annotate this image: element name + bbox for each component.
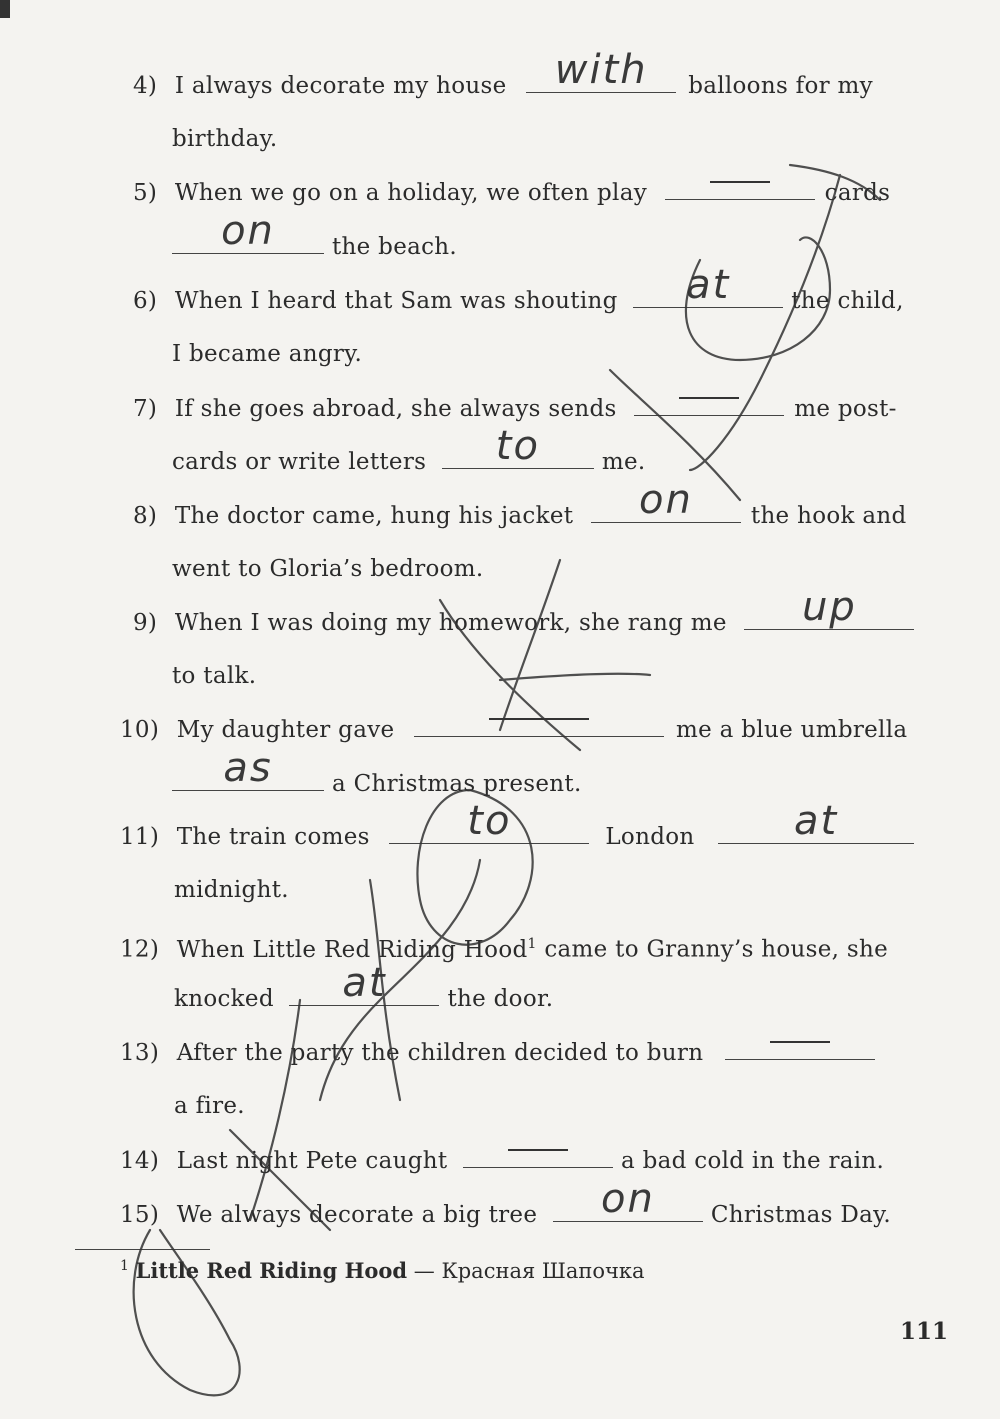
item-number: 14) — [120, 1148, 160, 1174]
footnote-rule — [75, 1249, 210, 1250]
exercise-item-5 — [133, 177, 890, 208]
handwritten-answer: with — [554, 47, 648, 93]
footnote-number: 1 — [120, 1258, 129, 1274]
handwritten-answer: to — [467, 798, 512, 844]
handwritten-answer: at — [342, 960, 387, 1006]
item-text: me a blue umbrella — [676, 717, 908, 743]
exercise-item-14 — [120, 1145, 884, 1176]
dash-answer-mark — [489, 718, 589, 720]
item-text: the beach. — [332, 234, 458, 260]
item-text: the child, — [791, 288, 904, 314]
footnote-term: Little Red Riding Hood — [135, 1258, 408, 1283]
item-text: came to Granny’s house, she — [544, 936, 889, 963]
item-number: 11) — [120, 824, 160, 850]
item-text: knocked — [174, 986, 274, 1012]
item-text: Christmas Day. — [710, 1202, 891, 1228]
answer-blank[interactable] — [463, 1145, 613, 1168]
item-text: I always decorate my house — [174, 73, 507, 99]
item-number: 15) — [120, 1202, 160, 1228]
handwritten-answer: on — [638, 477, 693, 523]
item-text: We always decorate a big tree — [176, 1202, 538, 1228]
exercise-item-11 — [120, 798, 914, 852]
item-text: the hook and — [750, 503, 907, 529]
item-text: went to Gloria’s bedroom. — [172, 556, 484, 582]
item-text: the door. — [447, 986, 554, 1012]
exercise-item-7 — [133, 393, 897, 424]
exercise-item-9 — [133, 584, 914, 638]
answer-blank[interactable] — [389, 798, 589, 844]
item-text: I became angry. — [172, 341, 363, 367]
exercise-item-13 — [120, 1037, 875, 1068]
footnote-marker[interactable]: 1 — [527, 936, 537, 952]
item-text: cards — [824, 180, 891, 206]
item-number: 7) — [133, 396, 158, 422]
item-text: a fire. — [174, 1093, 245, 1119]
item-text: After the party the children decided to burn — [176, 1040, 704, 1066]
answer-blank[interactable] — [591, 477, 741, 523]
answer-blank[interactable] — [414, 714, 664, 737]
item-text: When I heard that Sam was shouting — [174, 288, 618, 314]
exercise-item-10-line2 — [172, 745, 582, 799]
item-text: Last night Pete caught — [176, 1148, 448, 1174]
exercise-item-12-line2 — [174, 960, 554, 1014]
item-text: When I was doing my homework, she rang me — [174, 610, 727, 636]
exercise-item-5-line2 — [172, 208, 458, 262]
handwritten-answer: at — [686, 262, 731, 308]
answer-blank[interactable] — [526, 47, 676, 93]
exercise-item-12 — [120, 929, 888, 965]
handwritten-answer: to — [495, 423, 540, 469]
item-text: me post- — [794, 396, 897, 422]
exercise-item-8 — [133, 477, 907, 531]
item-number: 8) — [133, 503, 158, 529]
answer-blank[interactable] — [172, 208, 324, 254]
dash-answer-mark — [710, 181, 770, 183]
answer-blank[interactable] — [553, 1176, 703, 1222]
dash-answer-mark — [770, 1041, 830, 1043]
handwritten-answer: on — [600, 1176, 655, 1222]
scrawl-letter-k-stroke — [500, 674, 650, 680]
exercise-item-4 — [133, 47, 873, 101]
item-number: 10) — [120, 717, 160, 743]
item-text: London — [605, 824, 695, 850]
item-text: midnight. — [174, 877, 289, 903]
answer-blank[interactable] — [442, 423, 594, 469]
item-number: 4) — [133, 73, 158, 99]
handwritten-answer: as — [223, 745, 273, 791]
footnote-dash: — — [413, 1259, 435, 1283]
item-number: 12) — [120, 936, 160, 963]
scrawl-letter-t-stroke — [690, 175, 840, 470]
exercise-item-15 — [120, 1176, 891, 1230]
item-text: a Christmas present. — [332, 771, 582, 797]
item-text: a bad cold in the rain. — [621, 1148, 885, 1174]
answer-blank[interactable] — [634, 393, 784, 416]
answer-blank[interactable] — [665, 177, 815, 200]
exercise-item-7-line2 — [172, 423, 646, 477]
item-text: My daughter gave — [176, 717, 395, 743]
exercise-item-6 — [133, 262, 904, 316]
footnote — [120, 1258, 645, 1283]
page-number: 111 — [899, 1318, 948, 1345]
item-text: to talk. — [172, 663, 257, 689]
item-text: If she goes abroad, she always sends — [174, 396, 617, 422]
answer-blank[interactable] — [289, 960, 439, 1006]
answer-blank[interactable] — [633, 262, 783, 308]
scrawl-letter-e-loop — [134, 1230, 240, 1395]
handwritten-answer: on — [221, 208, 275, 254]
corner-mark — [0, 0, 10, 18]
item-text: cards or write letters — [172, 449, 427, 475]
handwritten-answer: up — [802, 584, 857, 630]
exercise-item-10 — [120, 714, 907, 745]
dash-answer-mark — [679, 397, 739, 399]
item-text: The train comes — [176, 824, 370, 850]
item-number: 6) — [133, 288, 158, 314]
item-number: 13) — [120, 1040, 160, 1066]
item-text: When we go on a holiday, we often play — [174, 180, 648, 206]
item-text: When Little Red Riding Hood — [176, 936, 528, 963]
item-number: 5) — [133, 180, 158, 206]
item-number: 9) — [133, 610, 158, 636]
handwritten-answer: at — [794, 798, 839, 844]
answer-blank[interactable] — [744, 584, 914, 630]
scrawl-letter-k-stroke — [500, 560, 560, 730]
item-text: The doctor came, hung his jacket — [174, 503, 574, 529]
scrawl-letter-n-stroke — [250, 1000, 300, 1220]
answer-blank[interactable] — [718, 798, 914, 844]
item-text: balloons for my — [688, 73, 873, 99]
item-text: birthday. — [172, 126, 278, 152]
answer-blank[interactable] — [725, 1037, 875, 1060]
footnote-translation: Красная Шапочка — [441, 1259, 645, 1283]
item-text: me. — [601, 449, 646, 475]
dash-answer-mark — [508, 1149, 568, 1151]
answer-blank[interactable] — [172, 745, 324, 791]
